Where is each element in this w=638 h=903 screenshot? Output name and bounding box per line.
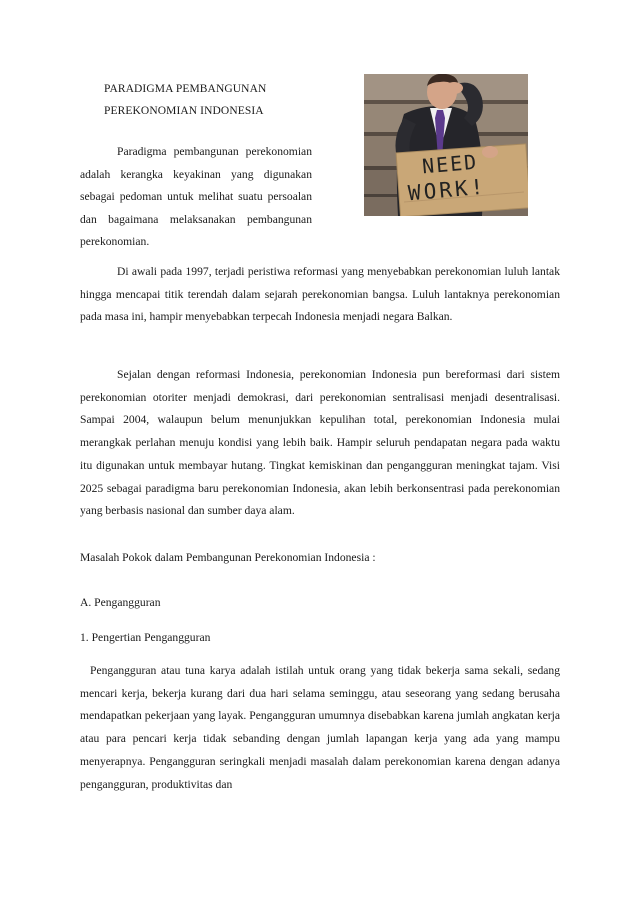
paragraph-reformasi-1997: Di awali pada 1997, terjadi peristiwa reformasi yang menyebabkan perekonomian luluh lantak hingga mencapai titik terendah dalam sejarah perekonomian bangsa. Luluh lantaknya perekonomian pada masa ini, hampir menyebabkan terpecah Indonesia menjadi negara Balkan. bbox=[80, 265, 560, 324]
sign-text-need: NEED bbox=[421, 149, 480, 179]
paragraph-reformasi-indonesia: Sejalan dengan reformasi Indonesia, perekonomian Indonesia pun bereformasi dari sistem perekonomian otoriter menjadi demokrasi, dari perekonomian sentralisasi menjadi desentralisasi. Sampai 2004, walaupun belum menunjukkan kepulihan total, perekonomian Indonesia mulai merangkak perlahan menuju kondisi yang lebih baik. Hampir seluruh pendapatan negara pada waktu itu digunakan untuk membayar hutang. Tingkat kemiskinan dan pengangguran meningkat tajam. Visi 2025 sebagai paradigma baru perekonomian Indonesia, akan lebih berkonsentrasi pada perekonomian yang berbasis nasional dan sumber daya alam. bbox=[80, 368, 560, 518]
heading-pengertian-pengangguran: 1. Pengertian Pengangguran bbox=[80, 631, 211, 644]
heading-pengangguran: A. Pengangguran bbox=[80, 596, 161, 609]
title-line-2: PEREKONOMIAN INDONESIA bbox=[104, 105, 264, 117]
heading-masalah-pokok: Masalah Pokok dalam Pembangunan Perekonomian Indonesia : bbox=[80, 551, 376, 564]
intro-paragraph: Paradigma pembangunan perekonomian adalah kerangka keyakinan yang digunakan sebagai pedoman untuk melihat suatu persoalan dan bagaimana melaksanakan pembangunan perekonomian. bbox=[80, 145, 312, 249]
title-line-1: PARADIGMA PEMBANGUNAN bbox=[104, 83, 267, 95]
sign-text-work: WORK! bbox=[407, 174, 488, 206]
paragraph-pengertian: Pengangguran atau tuna karya adalah istilah untuk orang yang tidak bekerja sama sekali, sedang mencari kerja, bekerja kurang dari dua hari selama seminggu, atau seseorang yang sedang berusaha mendapatkan pekerjaan yang layak. Pengangguran umumnya disebabkan karena jumlah angkatan kerja atau para pencari kerja tidak sebanding dengan jumlah lapangan kerja yang ada yang mampu menyerapnya. Pengangguran seringkali menjadi masalah dalam perekonomian karena dengan adanya pengangguran, produktivitas dan bbox=[80, 664, 560, 791]
need-work-photo bbox=[364, 74, 528, 216]
